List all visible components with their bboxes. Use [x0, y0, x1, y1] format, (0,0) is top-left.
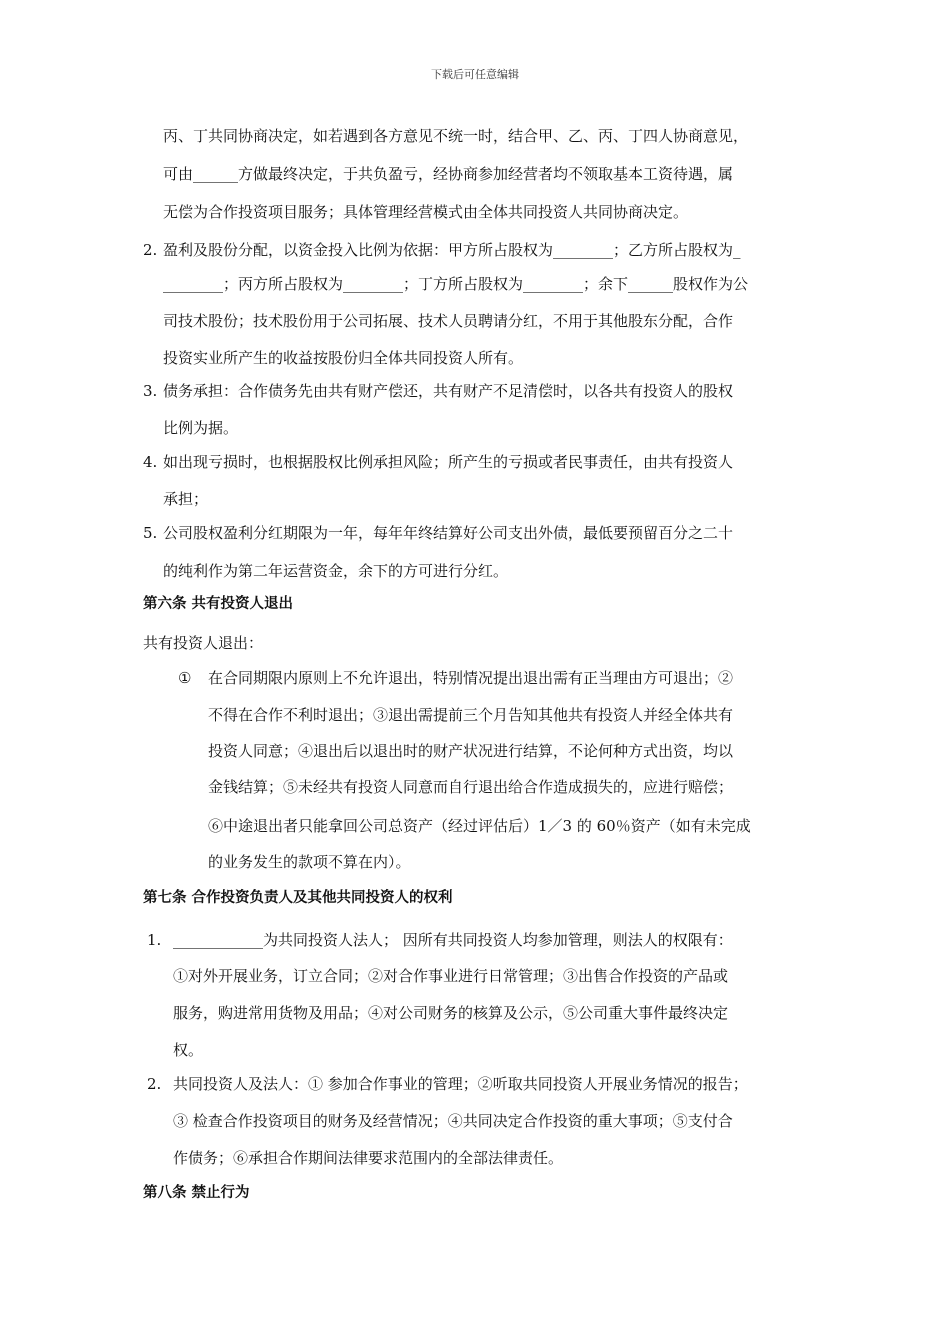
paragraph-line: ①对外开展业务，订立合同；②对合作事业进行日常管理；③出售合作投资的产品或	[173, 967, 729, 985]
paragraph-line: 承担；	[163, 490, 209, 508]
circled-marker: ①	[178, 669, 192, 687]
paragraph-line: 服务，购进常用货物及用品；④对公司财务的核算及公示，⑤公司重大事件最终决定	[173, 1004, 729, 1022]
paragraph-line: 无偿为合作投资项目服务；具体管理经营模式由全体共同投资人共同协商决定。	[163, 203, 689, 221]
paragraph-line: 债务承担：合作债务先由共有财产偿还，共有财产不足清偿时，以各共有投资人的股权	[163, 382, 734, 400]
paragraph-line: ③ 检查合作投资项目的财务及经营情况；④共同决定合作投资的重大事项；⑤支付合	[173, 1112, 733, 1130]
article-subtitle: 共有投资人退出：	[143, 634, 264, 652]
paragraph-line: 的纯利作为第二年运营资金，余下的方可进行分红。	[163, 562, 509, 580]
article-heading: 第六条 共有投资人退出	[143, 596, 294, 612]
article-heading: 第七条 合作投资负责人及其他共同投资人的权利	[143, 890, 453, 906]
paragraph-line: 投资实业所产生的收益按股份归全体共同投资人所有。	[163, 349, 524, 367]
paragraph-line: ____________为共同投资人法人； 因所有共同投资人均参加管理，则法人的权限有：	[173, 931, 733, 949]
list-number: 2.	[143, 241, 158, 259]
paragraph-line: ________；丙方所占股权为________；丁方所占股权为________；余下______股权作为公	[163, 275, 749, 293]
list-number: 2.	[147, 1075, 162, 1093]
paragraph-line: 可由______方做最终决定，于共负盈亏，经协商参加经营者均不领取基本工资待遇，属	[163, 165, 734, 183]
paragraph-line: 的业务发生的款项不算在内）。	[208, 853, 411, 871]
paragraph-line: 共同投资人及法人：① 参加合作事业的管理；②听取共同投资人开展业务情况的报告；	[173, 1075, 748, 1093]
paragraph-line: 丙、丁共同协商决定，如若遇到各方意见不统一时，结合甲、乙、丙、丁四人协商意见，	[163, 127, 749, 145]
list-number: 5.	[143, 524, 158, 542]
article-heading: 第八条 禁止行为	[143, 1185, 250, 1201]
paragraph-line: 在合同期限内原则上不允许退出，特别情况提出退出需有正当理由方可退出；②	[208, 669, 734, 687]
paragraph-line: 司技术股份；技术股份用于公司拓展、技术人员聘请分红，不用于其他股东分配，合作	[163, 312, 734, 330]
list-number: 3.	[143, 382, 158, 400]
paragraph-line: 比例为据。	[163, 419, 239, 437]
paragraph-line: 不得在合作不利时退出；③退出需提前三个月告知其他共有投资人并经全体共有	[208, 706, 734, 724]
paragraph-line: 投资人同意；④退出后以退出时的财产状况进行结算，不论何种方式出资，均以	[208, 742, 734, 760]
paragraph-line: ⑥中途退出者只能拿回公司总资产（经过评估后）1／3 的 60％资产（如有未完成	[208, 817, 751, 835]
paragraph-line: 权。	[173, 1041, 204, 1059]
paragraph-line: 如出现亏损时，也根据股权比例承担风险；所产生的亏损或者民事责任，由共有投资人	[163, 453, 734, 471]
paragraph-line: 作债务；⑥承担合作期间法律要求范围内的全部法律责任。	[173, 1149, 564, 1167]
page-header: 下载后可任意编辑	[431, 68, 519, 81]
list-number: 1.	[147, 931, 162, 949]
paragraph-line: 金钱结算；⑤未经共有投资人同意而自行退出给合作造成损失的，应进行赔偿；	[208, 778, 734, 796]
paragraph-line: 公司股权盈利分红期限为一年，每年年终结算好公司支出外债，最低要预留百分之二十	[163, 524, 734, 542]
paragraph-line: 盈利及股份分配，以资金投入比例为依据：甲方所占股权为________；乙方所占股权为_	[163, 241, 741, 259]
list-number: 4.	[143, 453, 158, 471]
